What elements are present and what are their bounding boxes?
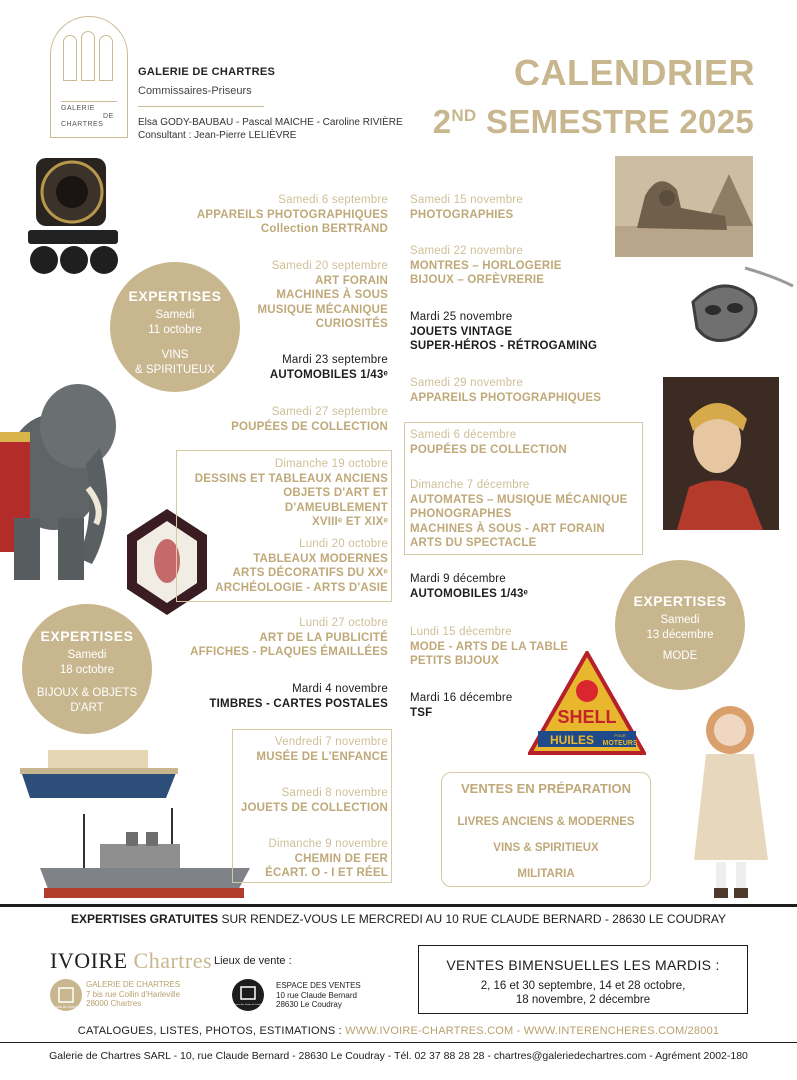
event-date: Samedi 27 septembre (271, 406, 388, 418)
expertise-heading: EXPERTISES (633, 593, 727, 609)
event-title: PHOTOGRAPHIES (410, 208, 514, 221)
event-date: Samedi 22 novembre (410, 245, 523, 257)
event-right-3 (410, 310, 640, 354)
event-title: PETITS BIJOUX (410, 655, 499, 668)
event-left-5 (178, 457, 388, 530)
espace-seal-icon (232, 979, 264, 1011)
gallery-name: GALERIE DE CHARTRES (138, 66, 276, 78)
ventes-bimensuelles-dates: 2, 16 et 30 septembre, 14 et 28 octobre, (480, 980, 686, 992)
expertise-day: Samedi (67, 649, 107, 661)
expertise-subject: BIJOUX & OBJETS (36, 687, 138, 699)
event-title: ART FORAIN (315, 274, 388, 287)
event-left-10 (234, 786, 388, 815)
ventes-preparation-box (441, 772, 651, 887)
logo-window-left (63, 35, 77, 81)
event-title: MACHINES À SOUS - ART FORAIN (410, 522, 605, 535)
event-title: ARTS DU SPECTACLE (410, 537, 537, 550)
event-date: Samedi 20 septembre (271, 260, 388, 272)
event-right-5 (410, 428, 640, 457)
shell-brand-text: SHELL (557, 707, 617, 727)
expertise-subject: & SPIRITUEUX (135, 364, 215, 376)
gallery-people: Elsa GODY-BAUBAU - Pascal MAICHE - Caroline RIVIÈRE (138, 117, 403, 128)
footer-bottom-rule (0, 1042, 797, 1043)
ventes-bimensuelles-dates: 18 novembre, 2 décembre (515, 994, 651, 1006)
event-right-2 (410, 244, 640, 288)
venue-espace-address: ESPACE DES VENTES 10 rue Claude Bernard 28630 Le Coudray (276, 981, 361, 1009)
event-date: Mardi 25 novembre (410, 311, 513, 323)
event-title: ART DE LA PUBLICITÉ (259, 631, 388, 644)
event-title: MACHINES À SOUS (276, 289, 388, 302)
event-date: Samedi 6 septembre (278, 194, 388, 206)
event-date: Dimanche 7 décembre (410, 479, 530, 491)
gallery-subtitle: Commissaires-Priseurs (138, 85, 252, 97)
event-left-9 (234, 735, 388, 764)
expertise-date: 13 décembre (646, 629, 714, 641)
event-date: Samedi 6 décembre (410, 429, 517, 441)
event-date: Dimanche 9 novembre (268, 838, 388, 850)
event-title: JOUETS VINTAGE (410, 325, 513, 338)
elephant-toy-image (0, 368, 128, 584)
event-title: POUPÉES DE COLLECTION (231, 420, 388, 433)
event-title: XVIIIᵉ ET XIXᵉ (312, 516, 388, 529)
gallery-logo (50, 16, 128, 138)
event-title: ÉCART. O - I ET RÉEL (265, 867, 388, 880)
event-right-6 (410, 478, 640, 551)
event-title: MONTRES – HORLOGERIE (410, 259, 562, 272)
event-date: Mardi 9 décembre (410, 573, 506, 585)
shell-pour-text: POUR (614, 733, 626, 738)
expertise-circle-bijoux (22, 604, 152, 734)
event-title: POUPÉES DE COLLECTION (410, 443, 567, 456)
gallery-rule (138, 106, 264, 107)
event-left-1 (150, 193, 388, 237)
event-date: Lundi 15 décembre (410, 626, 512, 638)
event-title: ARTS DÉCORATIFS DU XXᵉ (232, 567, 388, 580)
event-title: MODE - ARTS DE LA TABLE (410, 640, 569, 653)
gallery-consultant: Consultant : Jean-Pierre LELIÈVRE (138, 130, 297, 141)
interencheres-website-link[interactable]: WWW.INTERENCHERES.COM/28001 (523, 1025, 720, 1037)
expertise-subject: MODE (662, 650, 698, 662)
event-date: Mardi 4 novembre (292, 683, 388, 695)
event-title: Collection BERTRAND (260, 223, 388, 236)
event-date: Mardi 16 décembre (410, 692, 513, 704)
expertise-date: 18 octobre (59, 664, 115, 676)
event-date: Lundi 20 octobre (299, 538, 388, 550)
logo-text-chartres: CHARTRES (61, 121, 104, 128)
event-date: Lundi 27 octobre (299, 617, 388, 629)
event-title: OBJETS D'ART ET D'AMEUBLEMENT (283, 487, 388, 514)
expertise-circle-vins (110, 262, 240, 392)
expertise-heading: EXPERTISES (128, 288, 222, 304)
ivoire-website-link[interactable]: WWW.IVOIRE-CHARTRES.COM (345, 1025, 514, 1037)
free-expertises-line: EXPERTISES GRATUITES SUR RENDEZ-VOUS LE MERCREDI AU 10 RUE CLAUDE BERNARD - 28630 LE COUDRAY (70, 912, 727, 926)
event-date: Vendredi 7 novembre (274, 736, 388, 748)
shell-moteurs-text: MOTEURS (602, 740, 638, 747)
event-left-8 (150, 682, 388, 711)
title-semestre: 2ND SEMESTRE 2025 (432, 103, 754, 140)
antique-doll-image (688, 690, 774, 900)
event-title: ARCHÉOLOGIE - ARTS D'ASIE (215, 581, 388, 594)
event-title: CHEMIN DE FER (294, 852, 388, 865)
logo-text-galerie: GALERIE (61, 105, 95, 112)
espace-seal-text: Espace des Ventes du Coudray (232, 1004, 264, 1006)
event-title: TIMBRES - CARTES POSTALES (209, 697, 388, 710)
expertise-day: Samedi (155, 309, 195, 321)
logo-window-center (81, 31, 95, 81)
shell-huiles-text: HUILES (549, 733, 595, 747)
galerie-seal-text: GALERIE DE CHARTRES (51, 1006, 81, 1009)
event-right-8 (410, 625, 640, 669)
event-title: TSF (410, 706, 433, 719)
legal-footer: Galerie de Chartres SARL - 10, rue Claude Bernard - 28630 Le Coudray - Tél. 02 37 88 28 28 - chartres@galeriedechartres.com - Agrément 2002-180 (49, 1050, 748, 1062)
event-title: BIJOUX – ORFÈVRERIE (410, 274, 545, 287)
event-left-7 (150, 616, 388, 660)
expertise-circle-mode (615, 560, 745, 690)
ventes-bimensuelles-heading: VENTES BIMENSUELLES LES MARDIS : (446, 957, 720, 973)
event-date: Samedi 15 novembre (410, 194, 523, 206)
event-right-7 (410, 572, 640, 601)
event-right-1 (410, 193, 640, 222)
event-title: MUSIQUE MÉCANIQUE (257, 303, 388, 316)
event-title: AUTOMOBILES 1/43ᵉ (410, 587, 529, 600)
expertise-date: 11 octobre (148, 324, 202, 336)
event-date: Mardi 23 septembre (282, 354, 388, 366)
logo-text-de: DE (103, 113, 114, 120)
toy-ship-image (40, 808, 250, 902)
venue-galerie-address: GALERIE DE CHARTRES 7 bis rue Collin d'Harleville 28000 Chartres (86, 980, 181, 1008)
event-title: AUTOMATES – MUSIQUE MÉCANIQUE (410, 493, 628, 506)
event-title: APPAREILS PHOTOGRAPHIQUES (196, 208, 388, 221)
expertise-day: Samedi (660, 614, 700, 626)
expertise-subject: VINS (161, 349, 189, 361)
preparation-item: LIVRES ANCIENS & MODERNES (457, 816, 635, 828)
ivoire-brand: IVOIRE Chartres (50, 948, 213, 973)
event-left-4 (150, 405, 388, 434)
event-title: MUSÉE DE L'ENFANCE (256, 750, 388, 763)
event-right-9 (410, 691, 530, 720)
preparation-item: MILITARIA (517, 868, 575, 880)
event-title: SUPER-HÉROS - RÉTROGAMING (410, 340, 598, 353)
event-date: Samedi 29 novembre (410, 377, 523, 389)
lieux-de-vente-label: Lieux de vente : (214, 955, 292, 967)
title-calendrier: CALENDRIER (513, 52, 755, 93)
event-title: AUTOMOBILES 1/43ᵉ (269, 368, 388, 381)
event-title: AFFICHES - PLAQUES ÉMAILLÉES (190, 646, 388, 659)
event-right-4 (410, 376, 640, 405)
event-date: Samedi 8 novembre (281, 787, 388, 799)
event-title: CURIOSITÉS (315, 318, 388, 331)
expertise-subject: D'ART (70, 702, 104, 714)
logo-separator (61, 101, 117, 102)
portrait-painting-image (663, 377, 779, 530)
bracelet-image (683, 258, 795, 350)
catalogues-line: CATALOGUES, LISTES, PHOTOS, ESTIMATIONS : WWW.IVOIRE-CHARTRES.COM - WWW.INTERENCHERES.COM/28001 (77, 1025, 720, 1037)
event-left-6 (178, 537, 388, 595)
event-title: APPAREILS PHOTOGRAPHIQUES (410, 391, 602, 404)
event-date: Dimanche 19 octobre (274, 458, 388, 470)
event-title: TABLEAUX MODERNES (253, 552, 388, 565)
ventes-bimensuelles-box (418, 945, 748, 1014)
footer-top-rule (0, 904, 797, 907)
event-title: PHONOGRAPHES (410, 508, 512, 521)
event-left-11 (234, 837, 388, 881)
noah-ark-toy-image (20, 748, 178, 802)
expertise-heading: EXPERTISES (40, 628, 134, 644)
event-title: JOUETS DE COLLECTION (240, 801, 388, 814)
galerie-seal-icon (50, 979, 82, 1011)
preparation-item: VINS & SPIRITIEUX (493, 842, 599, 854)
logo-window-right (99, 35, 113, 81)
event-title: DESSINS ET TABLEAUX ANCIENS (194, 472, 388, 485)
preparation-heading: VENTES EN PRÉPARATION (461, 781, 631, 796)
camera-device-image (22, 152, 126, 280)
